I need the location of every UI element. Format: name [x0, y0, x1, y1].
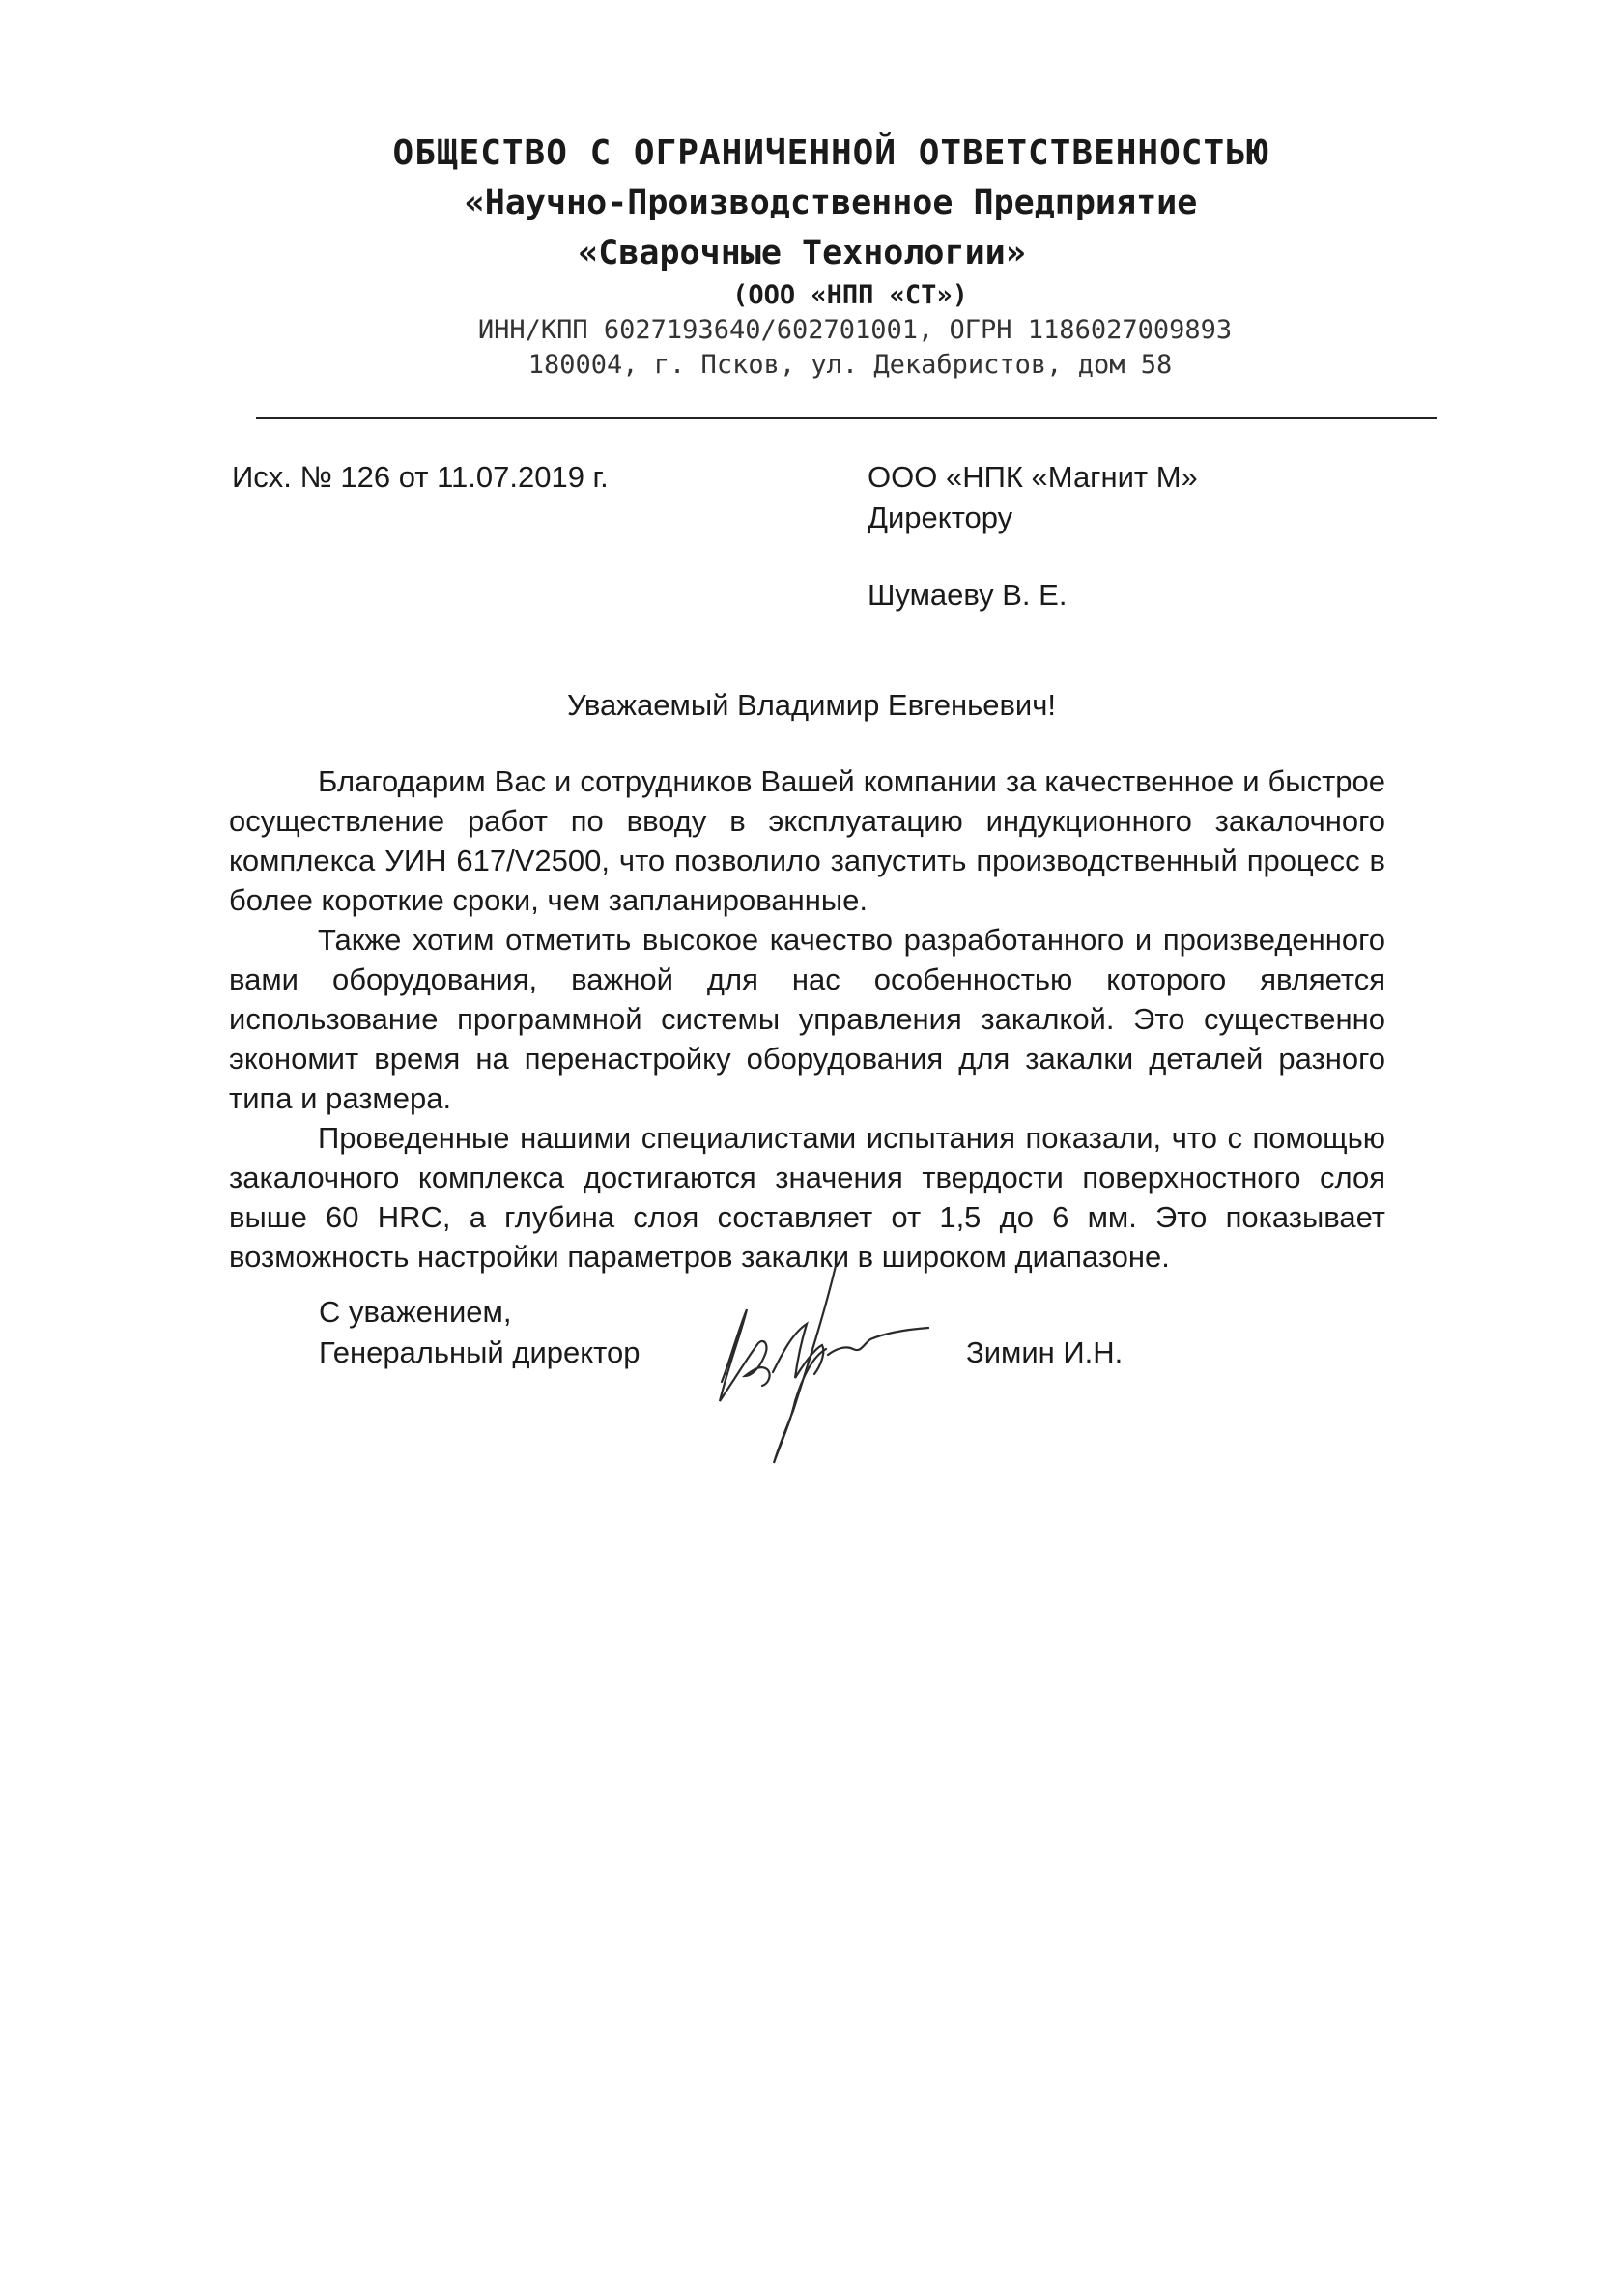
body-paragraph-1: Благодарим Вас и сотрудников Вашей компании за качественное и быстрое осуществление работ по вводу в эксплуатацию индукционного закалочного комплекса УИН 617/V2500, что позволило запустить производственный процесс в более короткие сроки, чем запланированные. — [229, 764, 1385, 917]
salutation: Уважаемый Владимир Евгеньевич! — [566, 688, 1057, 722]
letterhead-short-name: (ООО «НПП «СТ») — [732, 280, 968, 310]
recipient-organization: ООО «НПК «Магнит М» — [868, 460, 1198, 494]
letterhead-company-name-2: «Сварочные Технологии» — [578, 234, 1026, 273]
header-divider — [256, 417, 1437, 419]
signatory-name: Зимин И.Н. — [966, 1335, 1124, 1369]
recipient-name: Шумаеву В. Е. — [868, 578, 1068, 612]
signatory-title: Генеральный директор — [319, 1335, 641, 1369]
letter-body — [229, 761, 1385, 1277]
letterhead-address: 180004, г. Псков, ул. Декабристов, дом 58 — [527, 350, 1173, 380]
closing-regards: С уважением, — [319, 1295, 512, 1329]
letterhead-company-type: ОБЩЕСТВО С ОГРАНИЧЕННОЙ ОТВЕТСТВЕННОСТЬЮ — [392, 133, 1269, 173]
handwritten-signature — [700, 1256, 932, 1469]
outgoing-reference: Исх. № 126 от 11.07.2019 г. — [232, 460, 609, 494]
letterhead-registration: ИНН/КПП 6027193640/602701001, ОГРН 1186027009893 — [477, 315, 1233, 345]
letterhead-company-name-1: «Научно-Производственное Предприятие — [464, 184, 1198, 222]
recipient-position: Директору — [868, 501, 1013, 534]
body-paragraph-3: Проведенные нашими специалистами испытания показали, что с помощью закалочного комплекса достигаются значения твердости поверхностного слоя выше 60 HRC, а глубина слоя составляет от 1,5 до 6 мм. Это показывает возможность настройки параметров закалки в широком диапазоне. — [229, 1121, 1385, 1274]
body-paragraph-2: Также хотим отметить высокое качество разработанного и произведенного вами оборудования, важной для нас особенностью которого является использование программной системы управления закалкой. Это существенно экономит время на перенастройку оборудования для закалки деталей разного типа и размера. — [229, 923, 1385, 1115]
